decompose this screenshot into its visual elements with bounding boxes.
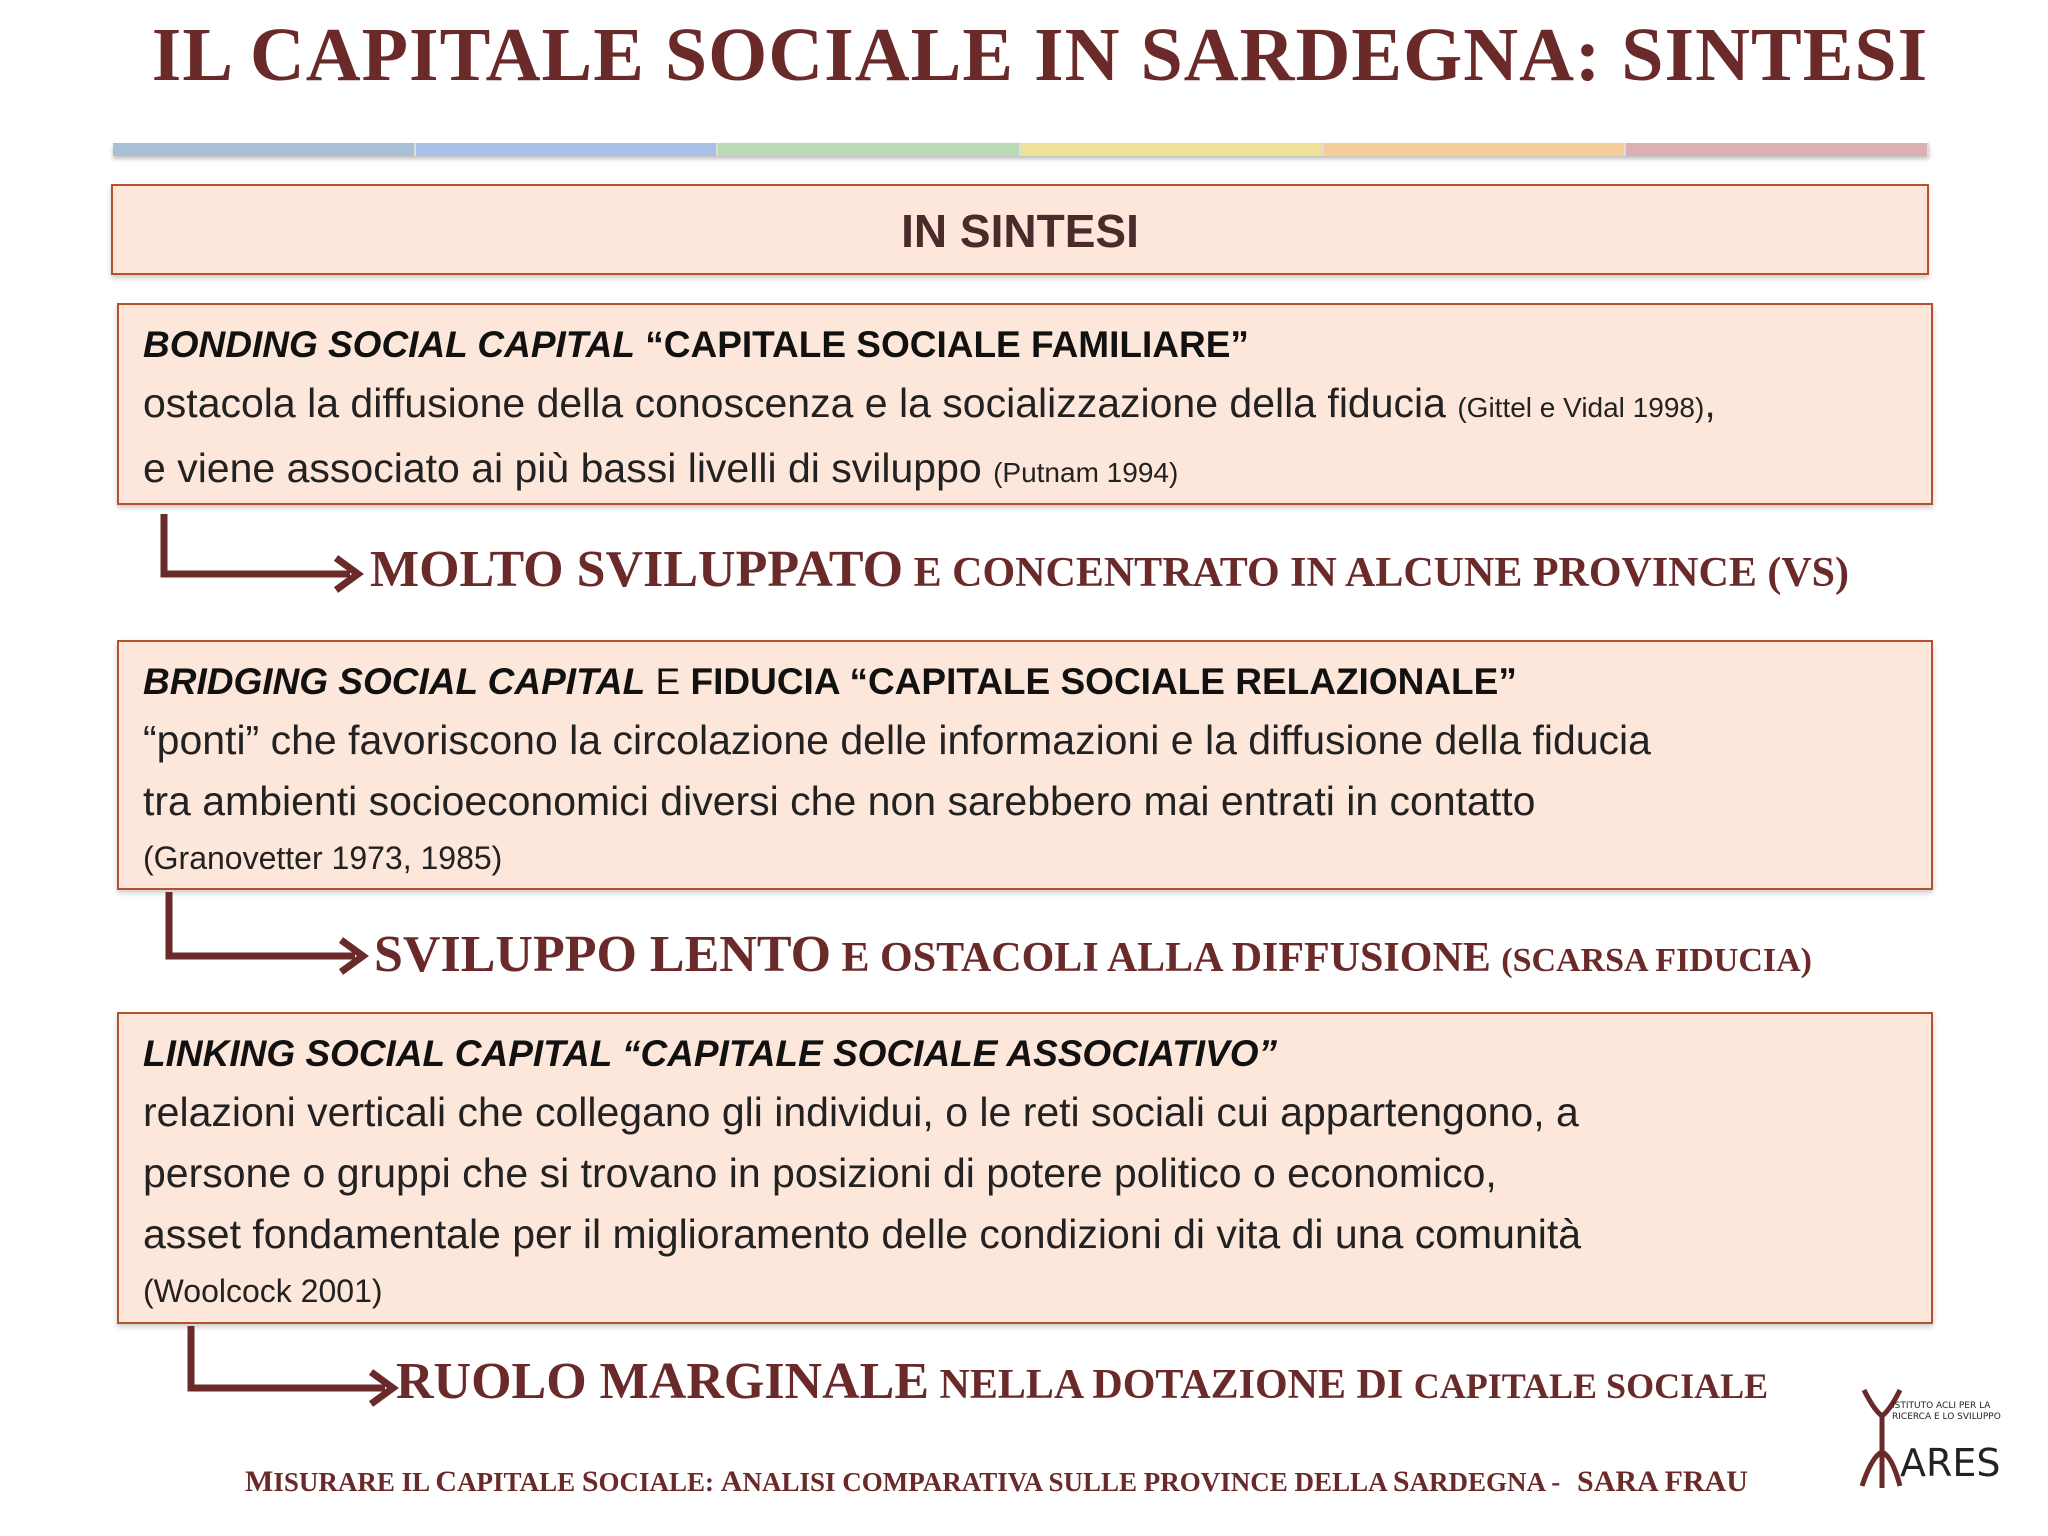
linking-section [117,1012,1933,1324]
arrow-icon [150,512,370,597]
color-divider-bar [113,143,1929,156]
citation: (Woolcock 2001) [143,1273,383,1309]
outcome-linking: RUOLO MARGINALE NELLA DOTAZIONE DI CAPITALE SOCIALE [396,1353,1769,1410]
citation: (Gittel e Vidal 1998) [1457,392,1705,423]
color-segment [416,143,719,156]
section-heading: LINKING SOCIAL CAPITAL “CAPITALE SOCIALE ASSOCIATIVO” [143,1033,1278,1074]
summary-header: IN SINTESI [111,184,1929,275]
color-segment [1324,143,1627,156]
section-text: “ponti” che favoriscono la circolazione delle informazioni e la diffusione della fiducia [143,717,1651,763]
citation: (Putnam 1994) [993,457,1179,488]
color-segment [1021,143,1324,156]
citation: (Granovetter 1973, 1985) [143,840,503,876]
section-text: ostacola la diffusione della conoscenza e la socializzazione della fiducia (Gittel e Vidal 1998), [143,380,1716,426]
bridging-section [117,640,1933,890]
svg-text:RICERCA E LO SVILUPPO: RICERCA E LO SVILUPPO [1892,1412,2001,1422]
bonding-section [117,303,1933,505]
section-heading: BONDING SOCIAL CAPITAL “CAPITALE SOCIALE FAMILIARE” [143,324,1249,365]
arrow-icon [175,1324,405,1409]
color-segment [718,143,1021,156]
ares-logo-icon [1852,1386,2012,1496]
outcome-bridging: SVILUPPO LENTO E OSTACOLI ALLA DIFFUSIONE (SCARSA FIDUCIA) [374,926,1812,983]
logo-name: ARES [1900,1441,2001,1485]
outcome-bonding: MOLTO SVILUPPATO E CONCENTRATO IN ALCUNE PROVINCE (VS) [370,541,1850,598]
section-text: e viene associato ai più bassi livelli di sviluppo (Putnam 1994) [143,445,1179,491]
svg-text:ISTITUTO ACLI PER LA: ISTITUTO ACLI PER LA [1892,1401,1991,1411]
section-heading: BRIDGING SOCIAL CAPITAL E FIDUCIA “CAPITALE SOCIALE RELAZIONALE” [143,661,1517,702]
section-text: asset fondamentale per il miglioramento delle condizioni di vita di una comunità [143,1211,1582,1257]
page-title: IL CAPITALE SOCIALE IN SARDEGNA: SINTESI [151,13,1929,97]
section-text: relazioni verticali che collegano gli individui, o le reti sociali cui appartengono, a [143,1089,1579,1135]
color-segment [113,143,416,156]
section-text: persone o gruppi che si trovano in posizioni di potere politico o economico, [143,1150,1497,1196]
color-segment [1626,143,1929,156]
footer-citation: MISURARE IL CAPITALE SOCIALE: ANALISI COMPARATIVA SULLE PROVINCE DELLA SARDEGNA - SARA FRAU [245,1465,1748,1498]
author-name: SARA FRAU [1577,1465,1748,1498]
arrow-icon [155,890,375,975]
section-text: tra ambienti socioeconomici diversi che non sarebbero mai entrati in contatto [143,778,1536,824]
